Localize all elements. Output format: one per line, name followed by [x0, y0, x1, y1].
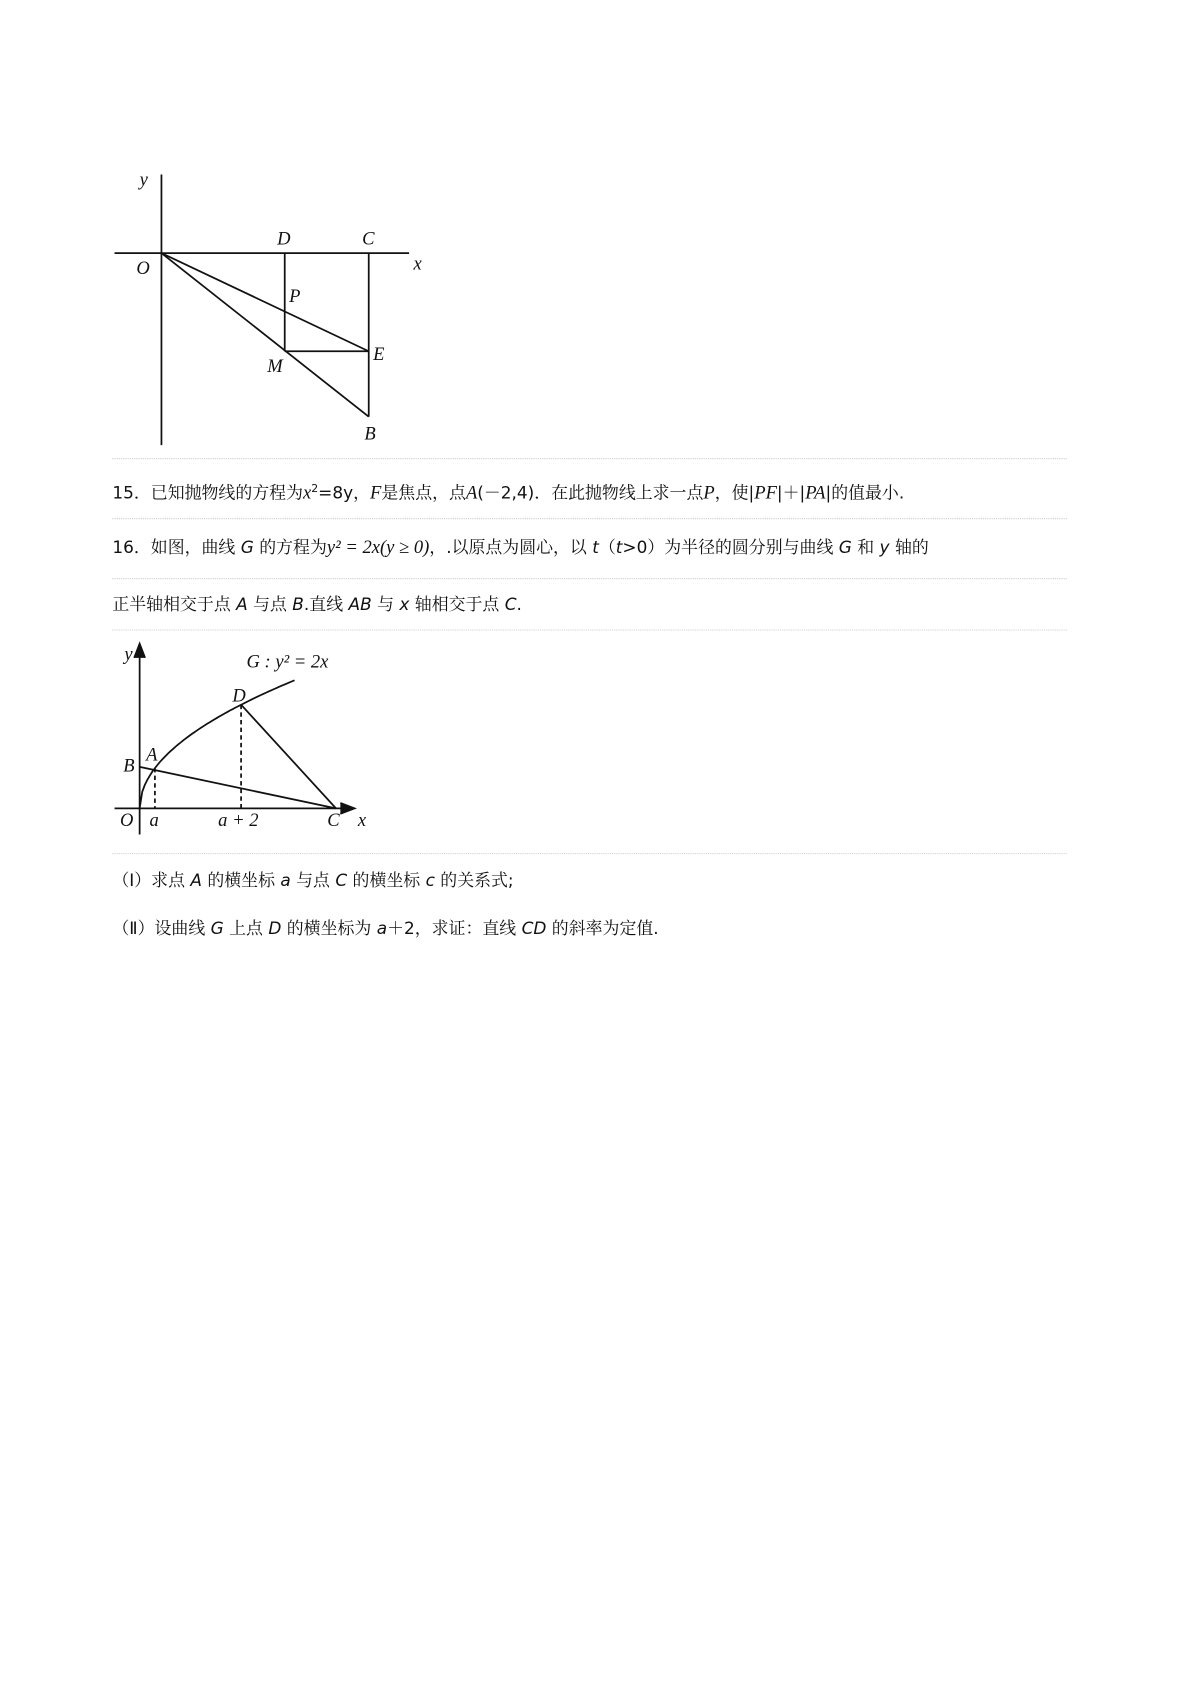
figure1-labels-x: x — [413, 253, 422, 275]
q16-eq: y² = 2x(y ≥ 0) — [326, 536, 430, 558]
q15-eq_sup: 2 — [311, 483, 319, 496]
q15-t4: ．在此抛物线上求一点 — [534, 483, 704, 503]
figure2-labels-C: C — [327, 809, 340, 831]
part-2 — [112, 915, 658, 939]
figure1-labels-E: E — [373, 343, 385, 365]
q15-PF: PF — [754, 482, 777, 503]
q16-t7: 和 — [857, 537, 875, 558]
q16-l2_5: 轴相交于点 — [414, 594, 500, 615]
figure1-labels-O: O — [136, 257, 150, 279]
figure2-labels-D: D — [232, 685, 246, 707]
figure-2 — [0, 633, 436, 851]
figure2-labels-a2: a + 2 — [218, 809, 259, 831]
q16-t1: 如图，曲线 — [150, 537, 236, 558]
part-1 — [112, 867, 513, 891]
q15-eq_rest: =8y — [318, 483, 354, 503]
part2-t1: （Ⅱ）设曲线 — [112, 918, 206, 939]
figure1-labels-B: B — [364, 423, 376, 445]
part1-t5: 的关系式; — [440, 870, 514, 891]
separator — [112, 458, 1067, 459]
part1-C: C — [335, 870, 348, 891]
q15-t5: ，使| — [714, 483, 755, 503]
figure2-labels-a: a — [149, 809, 159, 831]
q15-t2: ， — [353, 483, 371, 503]
q16-t: t — [592, 537, 599, 558]
part1-c: c — [425, 870, 435, 891]
q15-coord: (－2,4) — [477, 483, 535, 503]
separator — [112, 578, 1067, 579]
part1-t1: （Ⅰ）求点 — [112, 870, 185, 891]
q16-l2_6: . — [516, 594, 522, 615]
figure1-labels-P: P — [289, 286, 301, 308]
q15-t6: |＋| — [776, 483, 806, 503]
figure1-labels-C: C — [362, 228, 375, 250]
part2-t5: 的斜率为定值. — [551, 918, 659, 939]
figure2-labels-B: B — [123, 755, 135, 777]
q15-F: F — [370, 482, 382, 503]
q16-G2: G — [838, 537, 852, 558]
figure2-labels-x: x — [357, 809, 367, 831]
q16-l2_1: 正半轴相交于点 — [112, 594, 231, 615]
q16-t6: >0）为半径的圆分别与曲线 — [622, 537, 834, 558]
part2-a: a — [376, 918, 388, 939]
q16-l2_4: 与 — [377, 594, 395, 615]
figure-1 — [0, 0, 458, 458]
q15-P: P — [703, 482, 715, 503]
figure2-labels-A: A — [146, 744, 158, 766]
part1-t3: 与点 — [296, 870, 330, 891]
part2-t4: ＋2，求证：直线 — [387, 918, 517, 939]
q16-t3: ，.以原点为圆心，以 — [429, 537, 587, 558]
q15-t7: |的值最小. — [825, 483, 905, 503]
part1-a: a — [280, 870, 291, 891]
q16-num: 16． — [112, 537, 151, 558]
q16-t5: t — [615, 537, 623, 558]
figure1-labels-D: D — [277, 228, 291, 250]
q16-t8: 轴的 — [894, 537, 929, 558]
part1-t4: 的横坐标 — [352, 870, 421, 891]
separator — [112, 629, 1067, 630]
part1-t2: 的横坐标 — [207, 870, 275, 891]
q16-t2: 的方程为 — [259, 537, 327, 558]
part2-D: D — [268, 918, 282, 939]
q15-A: A — [465, 482, 478, 503]
q15-t3: 是焦点，点 — [381, 483, 466, 503]
question-15 — [112, 480, 904, 504]
q16-y: y — [879, 537, 890, 558]
question-16-line-1 — [112, 535, 928, 559]
figure2-labels-O: O — [119, 809, 134, 831]
q15-PA: PA — [805, 482, 826, 503]
part2-CD: CD — [521, 918, 547, 939]
q16-B: B — [292, 594, 304, 615]
q16-t4: （ — [598, 537, 616, 558]
q15-t1: 已知抛物线的方程为 — [150, 483, 303, 503]
part2-G: G — [210, 918, 224, 939]
figure2-labels-y: y — [124, 643, 133, 665]
q16-G: G — [240, 537, 254, 558]
q16-x: x — [399, 594, 410, 615]
part1-A: A — [190, 870, 202, 891]
q16-l2_3: .直线 — [303, 594, 344, 615]
parabola-curve — [140, 680, 295, 808]
part2-t3: 的横坐标为 — [286, 918, 372, 939]
q16-AB: AB — [348, 594, 372, 615]
part2-t2: 上点 — [229, 918, 263, 939]
q15-eq_x: x — [302, 482, 312, 503]
separator — [112, 853, 1067, 854]
question-16-line-2 — [112, 591, 522, 615]
figure1-labels-y: y — [139, 169, 148, 191]
q15-num: 15． — [112, 483, 151, 503]
q16-l2_2: 与点 — [253, 594, 287, 615]
figure2-labels-curve: G : y² = 2x — [246, 651, 329, 673]
q16-A: A — [236, 594, 248, 615]
q16-C: C — [504, 594, 517, 615]
separator — [112, 518, 1067, 519]
figure1-labels-M: M — [267, 355, 283, 377]
